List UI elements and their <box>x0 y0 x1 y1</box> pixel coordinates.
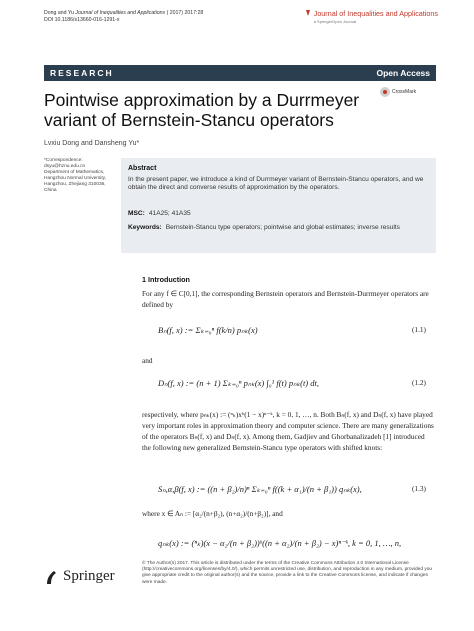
journal-name: Journal of Inequalities and Applications <box>313 9 438 18</box>
keywords-text: Bernstein-Stancu type operators; pointwise and global estimates; inverse results <box>165 224 400 231</box>
keywords-label: Keywords: <box>128 224 162 231</box>
connector-and: and <box>142 356 153 365</box>
citation-journal: Journal of Inequalities and Applications <box>75 10 166 16</box>
crossmark-label: CrossMark <box>392 89 417 95</box>
equation-qnk: qₙₖ(x) := (ⁿₖ)(x − α₂/(n + β₂))ᵏ((n + α₂)/(n + β₂) − x)ⁿ⁻ᵏ, k = 0, 1, …, n, <box>158 538 402 548</box>
equation-1-2: Dₙ(f, x) := (n + 1) Σₖ₌₀ⁿ pₙₖ(x) ∫₀¹ f(t) pₙₖ(t) dt, <box>158 378 319 388</box>
abstract-text: In the present paper, we introduce a kind of Durrmeyer variant of Bernstein-Stancu operators, and we obtain the direct and converse results of approximation by the operators. <box>128 176 424 192</box>
intro-where-clause: where x ∈ Aₙ := [α₂/(n+β₂), (n+α₂)/(n+β₂)], and <box>142 509 283 518</box>
keywords-line <box>128 224 428 232</box>
journal-subtitle: a SpringerOpen Journal <box>313 19 357 24</box>
springer-open-icon <box>305 9 311 17</box>
journal-logo[interactable] <box>305 9 438 24</box>
author-list: Lvxiu Dong and Dansheng Yu* <box>44 140 140 147</box>
equation-number-1-3: (1.3) <box>412 484 426 493</box>
correspondence-block: *Correspondence: dsyu@hznu.edu.cn Department of Mathematics, Hangzhou Normal University, Hangzhou, Zhejiang 310036, China <box>44 158 107 193</box>
abstract-box <box>121 158 436 253</box>
article-type-banner <box>44 65 436 81</box>
abstract-heading: Abstract <box>128 165 157 172</box>
doi[interactable]: DOI 10.1186/s13660-016-1291-x <box>44 17 120 23</box>
citation-header <box>44 10 203 24</box>
open-access-label: Open Access <box>376 68 430 78</box>
citation-suffix: ( 2017) 2017:28 <box>165 10 204 16</box>
crossmark-icon <box>380 87 390 97</box>
msc-codes: 41A25; 41A35 <box>148 210 191 217</box>
equation-number-1-1: (1.1) <box>412 325 426 334</box>
publisher-name: Springer <box>63 568 115 584</box>
citation-prefix: Dong and Yu <box>44 10 76 16</box>
license-statement: © The Author(s) 2017. This article is distributed under the terms of the Creative Commons Attribution 4.0 International License (http://creativecommons.org/licenses/by/4.0/), which permits unrestricted use, distribution, and reproduction in any medium, provided you give appropriate credit to the original author(s) and the source, provide a link to the Creative Commons license, and indicate if changes were made. <box>142 561 433 585</box>
springer-logo[interactable] <box>44 568 115 585</box>
intro-paragraph-1: For any f ∈ C[0,1], the corresponding Bernstein operators and Bernstein-Durrmeyer operators are defined by <box>142 289 429 309</box>
intro-paragraph-2: respectively, where pₙₖ(x) := (ⁿₖ)xᵏ(1 − x)ⁿ⁻ᵏ, k = 0, 1, …, n. Both Bₙ(f, x) and Dₙ(f, x) have played very important roles in approximation theory and computer science. There are many generalizations of the operators Bₙ(f, x) and Dₙ(f, x). Among them, Gadjiev and Ghorbanalizadeh [1] introduced the following new generalized Bernstein-Stancu type operators with shifted knots: <box>142 410 434 452</box>
springer-horse-icon <box>44 569 58 585</box>
msc-label: MSC: <box>128 210 145 217</box>
msc-line <box>128 210 191 217</box>
article-type-label: RESEARCH <box>50 68 114 78</box>
crossmark-badge[interactable] <box>380 86 436 98</box>
equation-1-1: Bₙ(f, x) := Σₖ₌₀ⁿ f(k/n) pₙₖ(x) <box>158 325 258 335</box>
equation-1-3: Sₙ,α,β(f, x) := ((n + β₂)/n)ⁿ Σₖ₌₀ⁿ f((k + α₁)/(n + β₁)) qₙₖ(x), <box>158 484 362 494</box>
article-title: Pointwise approximation by a Durrmeyer variant of Bernstein-Stancu operators <box>44 90 360 130</box>
equation-number-1-2: (1.2) <box>412 378 426 387</box>
section-heading-introduction: 1 Introduction <box>142 275 190 284</box>
